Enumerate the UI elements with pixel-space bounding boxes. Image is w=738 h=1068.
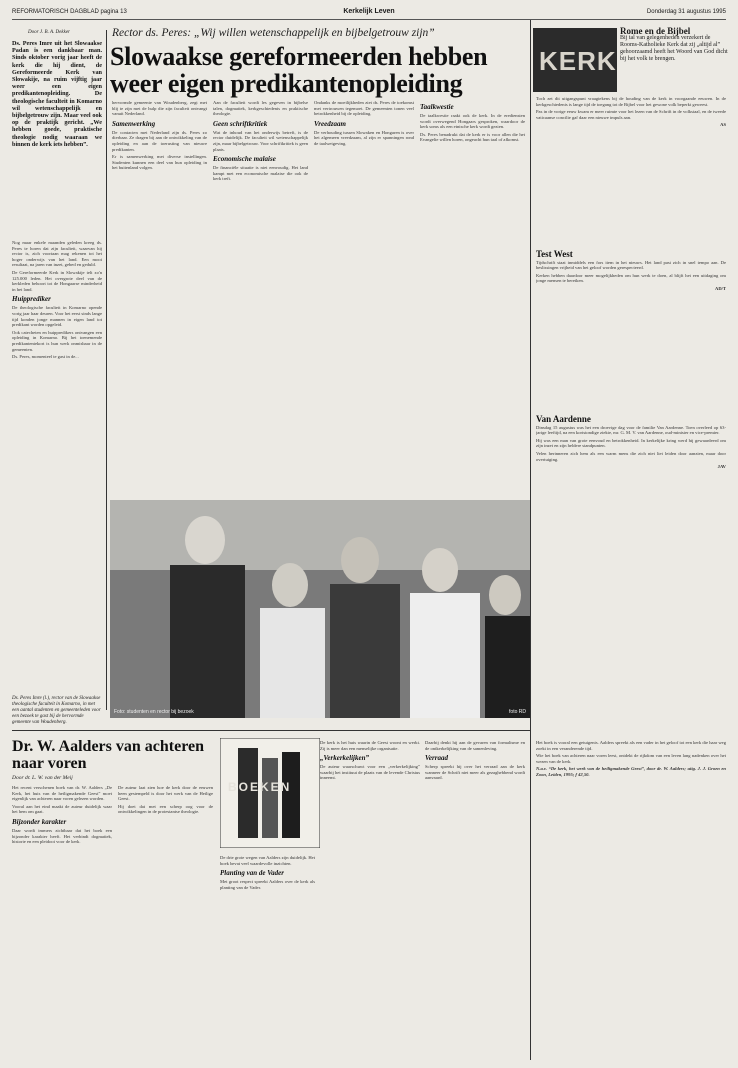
subhead-samenwerking: Samenwerking xyxy=(112,119,156,128)
people-photo xyxy=(110,500,530,718)
signature-1: AS xyxy=(720,122,726,128)
aalders-headline: Dr. W. Aalders van achteren naar voren xyxy=(12,738,205,772)
person-head xyxy=(341,537,379,583)
boeken-logo xyxy=(220,738,320,848)
person-body xyxy=(485,616,530,718)
test-west-title: Test West xyxy=(536,250,573,259)
aalders-column-4: De kerk is het huis waarin de Geest woont en werkt. Zij is meer dan een menselijke organisatie. „Verkerkelijken” De auteur waarschuwt voor een „verkerkelijking” waarbij het instituut de plaats van de levende Christus inneemt. xyxy=(320,740,420,781)
kerk-box-text: Bij tal van gelegenheden verzekert de Rooms-Katholieke Kerk dat zij „altijd al” gehoorzaamd heeft het Woord van God dicht bij het volk te brengen. xyxy=(620,35,728,62)
aalders-column-3: De drie grote wegen van Aalders zijn duidelijk. Het boek bevat veel waardevolle inzichten. Planting van de Vader Met groot respect spreekt Aalders over de kerk als planting van de Vader. xyxy=(220,855,315,890)
section-title: Kerkelijk Leven xyxy=(343,8,395,15)
article-intro: Ds. Peres Imre uit het Slowaakse Padan is een dankbaar man. Sinds oktober vorig jaar heeft de kerk die hij dient, de Gereformeerde Kerk van Slowakije, na ruim vijftig jaar weer een eigen predikantenopleiding. De theologische faculteit in Komarno wil wetenschappelijk en bijbelgetrouw zijn. Maar veel ook op de praktijk gericht. „We hebben goede, praktische theologie nodig waaraan we binnen de kerk iets hebben”. xyxy=(12,40,102,148)
kerk-logo-text: KERK xyxy=(539,46,617,76)
kerk-box-title: Rome en de Bijbel xyxy=(620,26,691,36)
column-rule xyxy=(106,30,107,710)
kerk-column-2: Test West Tijdschrift staat inmiddels een fors item in het nieuws. Het land past zich in snel tempo aan. De beslissingen vrijheid van het geloof worden gerespecteerd. Kerken hebben daardoor meer mogelijkheden om hun werk te doen, al blijft het een uitdaging om jonge mensen te bereiken. AD/T xyxy=(536,250,726,291)
article-kicker: Rector ds. Peres: „Wij willen wetenschappelijk en bijbelgetrouw zijn” xyxy=(112,27,435,39)
photo-caption: Ds. Peres Imre (l.), rector van de Slowaakse theologische faculteit in Komarno, in met een aantal studenten en gemeenteleden voor een bezoek te gast bij de hervormde gemeente van Woudenberg. xyxy=(12,696,101,725)
article-column-1: Nog maar enkele maanden geleden kreeg ds. Peres te horen dat zijn faculteit, waarvan hij rector is, zich voortaan mag rekenen tot het hoger onderwijs van het land. Een mooi resultaat, na jaren van inzet, gebed en geduld. De Gereformeerde Kerk in Slowakije telt zo'n 125.000 leden. Het overgrote deel van de kerkleden behoort tot de Hongaarse minderheid in het land. Huipprediker De theologische faculteit in Komarno opende vorig jaar haar deuren. Voor het eerst sinds lange tijd konden jonge mannen in eigen land tot predikant worden opgeleid. Ook catecheten en huippredikers ontvangen een opleiding in Komarno. Bij het toenemende predikantentekort is hun werk onmisbaar in de gemeenten. Ds. Peres, momenteel te gast in de... xyxy=(12,240,102,360)
person-body xyxy=(260,608,325,718)
signature-3: JAV xyxy=(717,464,726,470)
person-head xyxy=(489,575,521,615)
aalders-column-2: De auteur laat zien hoe de kerk door de eeuwen heen gestempeld is door het werk van de Heilige Geest. Hij doet dat met een scherp oog voor de ontwikkelingen in de protestantse theologie. xyxy=(118,785,213,815)
person-head xyxy=(185,516,225,564)
photo-label: Foto: studenten en rector bij bezoek xyxy=(114,709,194,715)
article-headline: Slowaakse gereformeerden hebben weer eigen predikantenopleiding xyxy=(110,42,488,98)
subhead-bijzonder-karakter: Bijzonder karakter xyxy=(12,817,67,826)
aardenne-title: Van Aardenne xyxy=(536,415,591,424)
photo-wall xyxy=(110,500,530,570)
kerk-logo xyxy=(533,28,617,92)
person-head xyxy=(272,563,308,607)
page-date: Donderdag 31 augustus 1995 xyxy=(646,9,726,15)
boeken-label: BOEKEN xyxy=(228,780,292,794)
kerk-box-intro xyxy=(620,28,728,63)
aalders-byline: Door dr. L. W. van der Meij xyxy=(12,775,73,781)
kerk-column-1: Toch zet dit uitgangspunt vraagtekens bij de houding van de kerk in voorgaande eeuwen. In de kerkgeschiedenis is lange tijd de toegang tot de Bijbel voor het gewone volk beperkt geweest. Pas in de vorige eeuw kwam er meer ruimte voor het lezen van de Schrift in de volkstaal, en de tweede vaticaanse concilie gaf daar een nieuwe impuls aan. AS xyxy=(536,96,726,128)
aalders-column-5: Daarbij denkt hij aan de gevaren van formalisme en de ontkerkelijking van de samenleving. Verraad Scherp spreekt hij over het verraad aan de kerk wanneer de Schrift niet meer als gezaghebbend wordt aanvaard. xyxy=(425,740,525,781)
book-spine xyxy=(282,752,300,838)
subhead-planting: Planting van de Vader xyxy=(220,869,284,878)
subhead-verraad: Verraad xyxy=(425,754,448,763)
article-byline: Door J. B. A. Dekker xyxy=(28,30,70,35)
column-rule xyxy=(530,20,531,1060)
subhead-geen-schriftkritiek: Geen schriftkritiek xyxy=(213,119,268,128)
aalders-column-6: Het boek is vooral een getuigenis. Aalders spreekt als een vader in het geloof tot een kerk die haar weg zoekt in een veranderende tijd. Wie het boek van achteren naar voren leest, ontdekt de rijkdom van een leven lang nadenken over het wezen van de kerk. N.a.v. “De kerk, het werk van de heiligmakende Geest”, door dr. W. Aalders; uitg. J. J. Groen en Zoon, Leiden, 1995; f 42,50. xyxy=(536,740,726,777)
subhead-vreedzaam: Vreedzaam xyxy=(314,119,346,128)
subhead-taalkwestie: Taalkwestie xyxy=(420,103,454,111)
subhead-economische-malaise: Economische malaise xyxy=(213,155,276,164)
signature-2: AD/T xyxy=(715,285,726,291)
person-body xyxy=(170,565,245,718)
page-header xyxy=(12,7,726,20)
book-spine xyxy=(262,758,278,838)
paper-name: REFORMATORISCH DAGBLAD pagina 13 xyxy=(12,9,127,15)
photo-credit: foto RD xyxy=(509,709,526,715)
kerk-column-3: Van Aardenne Dinsdag 15 augustus was het een droevige dag voor de familie Van Aardenne. Toen overleed op 63-jarige leeftijd, na een kortstondige ziekte, mr. G. M. V. van Aardenne, oud-minister en vice-premier. Hij was een man van grote eenvoud en betrokkenheid. In kerkelijke kring werd hij gewaardeerd om zijn inzet en zijn heldere standpunten. Velen herinneren zich hem als een warm mens die zich niet liet leiden door aanzien, maar door overtuiging. JAV xyxy=(536,415,726,470)
book-note: N.a.v. “De kerk, het werk van de heiligmakende Geest”, door dr. W. Aalders; uitg. J. J. Groen en Zoon, Leiden, 1995; f 42,50. xyxy=(536,766,726,777)
article-column-3: Aan de faculteit wordt les gegeven in bijbelse talen, dogmatiek, kerkgeschiedenis en praktische theologie. Geen schriftkritiek Wat de inhoud van het onderwijs betreft, is de rector duidelijk. De faculteit wil wetenschappelijk zijn, maar bijbelgetrouw. Voor schriftkritiek is geen plaats. Economische malaise De financiële situatie is niet eenvoudig. Het land kampt met een economische malaise die ook de kerk treft. xyxy=(213,100,308,182)
aalders-column-1: Het recent verschenen boek van dr. W. Aalders „De Kerk, het huis van de heiligmakende Geest” moet eigenlijk van achteren naar voren gelezen worden. Vooral aan het eind maakt de auteur duidelijk waar het hem om gaat. Bijzonder karakter Daar wordt immers zichtbaar dat het boek een bijzonder karakter heeft. Het verbindt dogmatiek, historie en een pleidooi voor de kerk. xyxy=(12,785,112,845)
article-column-4: Ondanks de moeilijkheden ziet ds. Peres de toekomst met vertrouwen tegemoet. De gemeenten tonen veel betrokkenheid bij de opleiding. Vreedzaam De verhouding tussen Slowaken en Hongaren is over het algemeen vreedzaam, al zijn er spanningen rond de taalwetgeving. xyxy=(314,100,414,146)
article-column-5: Taalkwestie De taalkwestie raakt ook de kerk. In de erediensten wordt overwegend Hongaars gesproken, waardoor de kerk soms als een etnische kerk wordt gezien. Ds. Peres benadrukt dat de kerk er is voor allen die het Evangelie willen horen, ongeacht hun taal of afkomst. xyxy=(420,103,525,143)
article-photo xyxy=(110,500,530,718)
article-column-2: hervormde gemeente van Woudenberg, zegt met blij te zijn met de hulp die zijn faculteit ontvangt vanuit Nederland. Samenwerking De contacten met Nederland zijn ds. Peres zo dierbaar. Ze dragen bij aan de ontwikkeling van de opleiding en aan de toerusting van nieuwe predikanten. Er is samenwerking met diverse instellingen. Studenten kunnen een deel van hun opleiding in het buitenland volgen. xyxy=(112,100,207,171)
person-body xyxy=(330,584,400,718)
person-head xyxy=(422,548,458,592)
person-body xyxy=(410,593,480,718)
subhead-verkerkelijken: „Verkerkelijken” xyxy=(320,754,369,763)
section-rule xyxy=(12,730,530,731)
subhead-huipprediker: Huipprediker xyxy=(12,295,51,304)
